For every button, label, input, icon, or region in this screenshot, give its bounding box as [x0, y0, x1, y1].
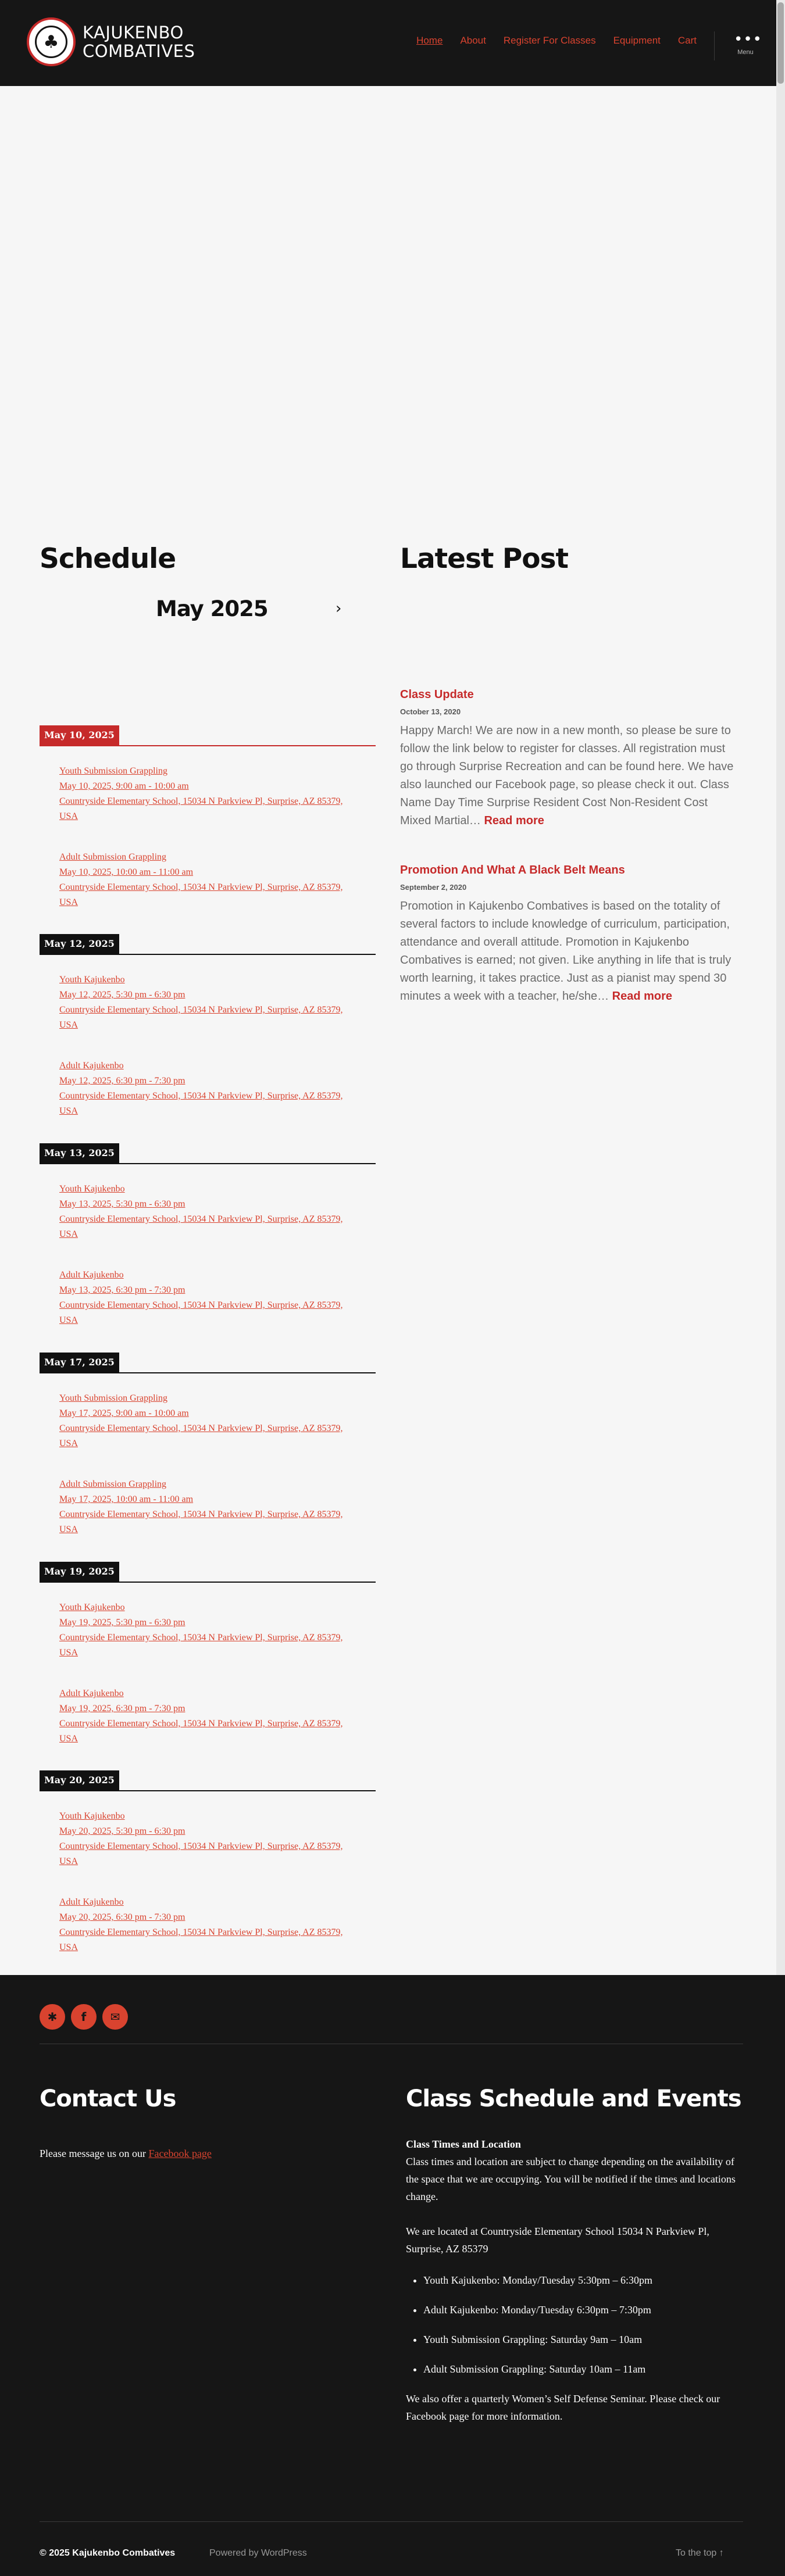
event-item [59, 850, 362, 910]
event-location-link[interactable]: Countryside Elementary School, 15034 N Parkview Pl, Surprise, AZ 85379, USA [59, 882, 343, 907]
event-time-link[interactable]: May 10, 2025, 10:00 am - 11:00 am [59, 867, 194, 877]
main-content [0, 86, 785, 1975]
brand-line-2: COMBATIVES [83, 41, 195, 61]
event-name-link[interactable]: Adult Submission Grappling [59, 1479, 167, 1489]
event-location-link[interactable]: Countryside Elementary School, 15034 N Parkview Pl, Surprise, AZ 85379, USA [59, 1927, 343, 1952]
day-badge: May 10, 2025 [40, 725, 119, 745]
class-intro: Class times and location are subject to change depending on the availability of the space that we are occupying. You will be notified if the times and locations change. [406, 2156, 736, 2202]
event-name-link[interactable]: Youth Kajukenbo [59, 975, 125, 985]
contact-prefix: Please message us on our [40, 2148, 149, 2159]
event-name-link[interactable]: Youth Kajukenbo [59, 1184, 125, 1194]
schedule-title: Schedule [40, 543, 176, 575]
event-item [59, 1895, 362, 1955]
club-icon: ♣ [35, 26, 67, 58]
nav-home[interactable]: Home [416, 35, 443, 46]
event-location-link[interactable]: Countryside Elementary School, 15034 N Parkview Pl, Surprise, AZ 85379, USA [59, 1719, 343, 1744]
day-header [40, 727, 376, 746]
day-badge: May 19, 2025 [40, 1562, 119, 1582]
post-date: September 2, 2020 [400, 883, 467, 892]
event-name-link[interactable]: Youth Submission Grappling [59, 1393, 167, 1403]
event-name-link[interactable]: Adult Kajukenbo [59, 1897, 124, 1907]
site-title[interactable] [83, 23, 195, 60]
seminar-text: We also offer a quarterly Women’s Self Defense Seminar. Please check our Facebook page for more information. [406, 2393, 720, 2422]
class-heading: Class Times and Location [406, 2138, 521, 2150]
event-time-link[interactable]: May 13, 2025, 5:30 pm - 6:30 pm [59, 1199, 185, 1209]
event-location-link[interactable]: Countryside Elementary School, 15034 N Parkview Pl, Surprise, AZ 85379, USA [59, 1509, 343, 1534]
mail-icon[interactable]: ✉ [102, 2004, 128, 2030]
event-item [59, 1391, 362, 1451]
event-name-link[interactable]: Adult Kajukenbo [59, 1061, 124, 1071]
class-info [406, 2135, 743, 2425]
event-time-link[interactable]: May 13, 2025, 6:30 pm - 7:30 pm [59, 1285, 185, 1295]
event-item [59, 1268, 362, 1328]
day-header [40, 1144, 376, 1164]
event-time-link[interactable]: May 12, 2025, 6:30 pm - 7:30 pm [59, 1076, 185, 1086]
more-dots-icon: ••• [734, 31, 763, 48]
post-excerpt-text: Happy March! We are now in a new month, so please be sure to follow the link below to register for classes. All registration must go through Surprise Recreation and can be found here. We have also launched our Facebook page, so please check it out. Class Name Day Time Surprise Resident Cost Non-Resident Cost Mixed Martial… [400, 724, 734, 827]
event-time-link[interactable]: May 12, 2025, 5:30 pm - 6:30 pm [59, 990, 185, 1000]
contact-text [40, 2145, 365, 2162]
list-item: • Adult Kajukenbo: Monday/Tuesday 6:30pm – 7:30pm [423, 2301, 743, 2319]
menu-label: Menu [737, 49, 754, 56]
event-location-link[interactable]: Countryside Elementary School, 15034 N Parkview Pl, Surprise, AZ 85379, USA [59, 1633, 343, 1658]
day-header [40, 1563, 376, 1583]
post-excerpt-text: Promotion in Kajukenbo Combatives is based on the totality of several factors to include knowledge of curriculum, participation, attendance and overall attitude. Promotion in Kajukenbo Combatives is earned; not given. Like anything in life that is truly worth learning, it takes practice. Just as a pianist may spend 30 minutes a week with a teacher, he/she… [400, 900, 732, 1003]
day-group [40, 1772, 376, 1955]
event-location-link[interactable]: Countryside Elementary School, 15034 N Parkview Pl, Surprise, AZ 85379, USA [59, 1091, 343, 1116]
day-badge: May 17, 2025 [40, 1353, 119, 1372]
menu-button[interactable] [734, 31, 763, 56]
read-more-link[interactable]: Read more [612, 990, 673, 1003]
post-title-link[interactable]: Class Update [400, 688, 474, 701]
post-title-link[interactable]: Promotion And What A Black Belt Means [400, 864, 625, 876]
powered-by-link[interactable]: Powered by WordPress [209, 2548, 307, 2558]
facebook-page-link[interactable]: Facebook page [148, 2148, 212, 2159]
nav-divider [714, 31, 715, 60]
event-location-link[interactable]: Countryside Elementary School, 15034 N Parkview Pl, Surprise, AZ 85379, USA [59, 796, 343, 821]
primary-nav [416, 35, 697, 46]
event-name-link[interactable]: Youth Kajukenbo [59, 1811, 125, 1821]
day-group [40, 1144, 376, 1328]
event-location-link[interactable]: Countryside Elementary School, 15034 N Parkview Pl, Surprise, AZ 85379, USA [59, 1841, 343, 1866]
day-header [40, 1354, 376, 1373]
event-name-link[interactable]: Adult Submission Grappling [59, 852, 167, 862]
facebook-icon[interactable]: f [71, 2004, 97, 2030]
event-time-link[interactable]: May 17, 2025, 10:00 am - 11:00 am [59, 1494, 194, 1504]
social-links [40, 2004, 128, 2030]
latest-post-title: Latest Post [400, 543, 568, 575]
day-header [40, 935, 376, 955]
event-location-link[interactable]: Countryside Elementary School, 15034 N Parkview Pl, Surprise, AZ 85379, USA [59, 1300, 343, 1325]
to-top-link[interactable]: To the top ↑ [676, 2548, 724, 2558]
site-header [0, 0, 785, 86]
event-time-link[interactable]: May 20, 2025, 5:30 pm - 6:30 pm [59, 1826, 185, 1836]
list-item: • Adult Submission Grappling: Saturday 10am – 11am [423, 2360, 743, 2378]
nav-register[interactable]: Register For Classes [503, 35, 596, 46]
post-date: October 13, 2020 [400, 707, 461, 716]
footer-bottom-divider [40, 2521, 743, 2522]
class-list [406, 2271, 743, 2378]
nav-equipment[interactable]: Equipment [613, 35, 661, 46]
event-time-link[interactable]: May 17, 2025, 9:00 am - 10:00 am [59, 1408, 189, 1418]
day-badge: May 20, 2025 [40, 1770, 119, 1790]
chevron-right-icon[interactable]: › [336, 600, 342, 617]
event-location-link[interactable]: Countryside Elementary School, 15034 N Parkview Pl, Surprise, AZ 85379, USA [59, 1005, 343, 1030]
site-footer [0, 1975, 785, 2576]
day-badge: May 12, 2025 [40, 934, 119, 954]
event-item [59, 1477, 362, 1537]
event-item [59, 1058, 362, 1119]
calendar-month: May 2025 [156, 596, 268, 621]
post-excerpt [400, 897, 737, 1006]
day-badge: May 13, 2025 [40, 1143, 119, 1163]
event-item [59, 1809, 362, 1869]
day-group [40, 727, 376, 910]
copyright[interactable]: © 2025 Kajukenbo Combatives [40, 2548, 176, 2558]
location-text: We are located at Countryside Elementary School 15034 N Parkview Pl, Surprise, AZ 85379 [406, 2226, 709, 2255]
event-item [59, 764, 362, 824]
event-time-link[interactable]: May 10, 2025, 9:00 am - 10:00 am [59, 781, 189, 791]
event-item [59, 1600, 362, 1661]
event-time-link[interactable]: May 19, 2025, 5:30 pm - 6:30 pm [59, 1618, 185, 1627]
event-name-link[interactable]: Youth Kajukenbo [59, 1602, 125, 1612]
event-name-link[interactable]: Adult Kajukenbo [59, 1270, 124, 1280]
event-name-link[interactable]: Adult Kajukenbo [59, 1688, 124, 1698]
event-location-link[interactable]: Countryside Elementary School, 15034 N Parkview Pl, Surprise, AZ 85379, USA [59, 1214, 343, 1239]
list-item: • Youth Kajukenbo: Monday/Tuesday 5:30pm – 6:30pm [423, 2271, 743, 2289]
post-excerpt [400, 722, 737, 830]
brand-line-1: KAJUKENBO [83, 23, 184, 42]
read-more-link[interactable]: Read more [484, 814, 544, 827]
yelp-icon[interactable]: ✱ [40, 2004, 65, 2030]
day-group [40, 1354, 376, 1537]
nav-cart[interactable]: Cart [677, 35, 697, 46]
event-item [59, 1182, 362, 1242]
event-time-link[interactable]: May 19, 2025, 6:30 pm - 7:30 pm [59, 1704, 185, 1713]
contact-title: Contact Us [40, 2085, 176, 2112]
club-logo[interactable] [27, 17, 76, 66]
event-name-link[interactable]: Youth Submission Grappling [59, 766, 167, 776]
list-item: • Youth Submission Grappling: Saturday 9am – 10am [423, 2331, 743, 2348]
day-group [40, 1563, 376, 1747]
event-time-link[interactable]: May 20, 2025, 6:30 pm - 7:30 pm [59, 1912, 185, 1922]
event-location-link[interactable]: Countryside Elementary School, 15034 N Parkview Pl, Surprise, AZ 85379, USA [59, 1423, 343, 1448]
class-schedule-title: Class Schedule and Events [406, 2085, 741, 2112]
event-item [59, 1686, 362, 1747]
nav-about[interactable]: About [460, 35, 486, 46]
scrollbar-thumb[interactable] [777, 2, 784, 84]
event-item [59, 972, 362, 1033]
day-header [40, 1772, 376, 1791]
day-group [40, 935, 376, 1119]
